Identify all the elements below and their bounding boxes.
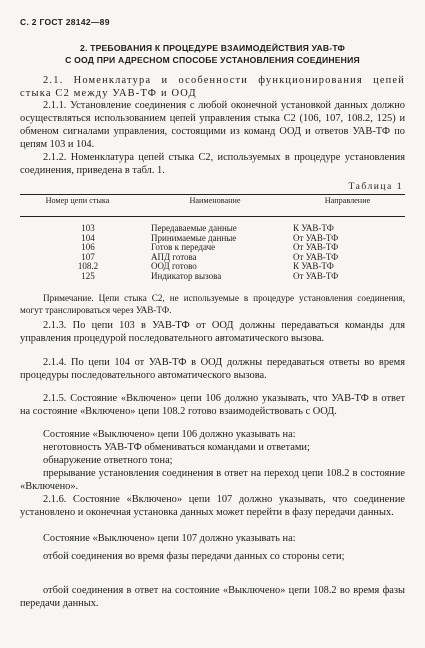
table-cell-number: 125 (81, 270, 95, 281)
table-cell-direction: К УАВ-ТФ (293, 261, 334, 272)
paragraph-2-1-6: 2.1.6. Состояние «Включено» цепи 107 должно указывать, что соединение установлено и оконечная установка данных может перейти в фазу передачи данных. (20, 494, 405, 518)
table-column-name (151, 224, 286, 282)
table-header-number: Номер цепи стыка (45, 196, 110, 205)
table-header-name: Наименование (189, 196, 241, 205)
paragraph-off-107-item-2: отбой соединения в ответ на состояние «Выключено» цепи 108.2 во время фазы передачи данных. (20, 585, 405, 609)
paragraph-off-106-item-1: неготовность УАВ-ТФ обмениваться командами и ответами; (43, 442, 310, 453)
paragraph-off-107: Состояние «Выключено» цепи 107 должно указывать на: (43, 533, 296, 544)
table-cell-name: Готов к передаче (151, 242, 216, 253)
paragraph-off-106-item-2: обнаружение ответного тона; (43, 455, 173, 466)
table-cell-direction: От УАВ-ТФ (293, 242, 339, 253)
table-column-direction (293, 224, 383, 282)
table-cell-direction: От УАВ-ТФ (293, 251, 339, 262)
table-cell-name: Принимаемые данные (151, 232, 237, 243)
section-title-line-2: С ООД ПРИ АДРЕСНОМ СПОСОБЕ УСТАНОВЛЕНИЯ СОЕДИНЕНИЯ (65, 55, 360, 65)
table-header-rule (20, 216, 405, 217)
table-cell-direction: От УАВ-ТФ (293, 270, 339, 281)
paragraph-off-106: Состояние «Выключено» цепи 106 должно указывать на: (43, 429, 296, 440)
table-cell-direction: К УАВ-ТФ (293, 223, 334, 233)
paragraph-2-1-2: 2.1.2. Номенклатура цепей стыка С2, используемых в процедуре установления соединения, приведена в табл. 1. (20, 152, 405, 176)
table-cell-name: Индикатор вызова (151, 270, 222, 281)
table-cell-direction: От УАВ-ТФ (293, 232, 339, 243)
table-cell-number: 106 (81, 242, 95, 253)
table-cell-name: ООД готово (151, 261, 197, 272)
section-title-line-1: 2. ТРЕБОВАНИЯ К ПРОЦЕДУРЕ ВЗАИМОДЕЙСТВИЯ УАВ-ТФ (79, 43, 346, 53)
paragraph-off-106-item-3: прерывание установления соединения в ответ на переход цепи 108.2 в состояние «Включено». (20, 468, 405, 492)
paragraph-2-1-3: 2.1.3. По цепи 103 в УАВ-ТФ от ООД должны передаваться команды для управления процедурой последовательного автоматического вызова. (20, 320, 405, 344)
table-note: Примечание. Цепи стыка С2, не используемые в процедуре установления соединения, могут транслироваться через УАВ-ТФ. (20, 293, 405, 315)
table-cell-number: 104 (81, 232, 95, 243)
table-cell-name: АПД готова (151, 251, 197, 262)
paragraph-2-1-1: 2.1.1. Установление соединения с любой оконечной установкой данных должно осуществляться использованием цепей управления стыка С2 (106, 107, 108.2, 125) и обменом сигналами управления, состоящими из команд ООД и ответов УАВ-ТФ по цепям 103 и 104. (20, 100, 405, 150)
table-cell-number: 103 (81, 223, 95, 233)
paragraph-2-1-4: 2.1.4. По цепи 104 от УАВ-ТФ в ООД должны передаваться ответы во время процедуры последовательного автоматического вызова. (20, 357, 405, 381)
paragraph-2-1-5: 2.1.5. Состояние «Включено» цепи 106 должно указывать, что УАВ-ТФ в ответ на состояние «Включено» цепи 108.2 готово взаимодействовать с ООД. (20, 393, 405, 417)
paragraph-2-1: 2.1. Номенклатура и особенности функционирования цепей стыка С2 между УАВ-ТФ и ООД (20, 75, 405, 99)
table-cell-number: 107 (81, 251, 95, 262)
table-header-direction: Направление (324, 196, 371, 205)
table-cell-name: Передаваемые данные (151, 223, 237, 233)
table-top-rule (20, 194, 405, 195)
page-header: С. 2 ГОСТ 28142—89 (20, 17, 110, 27)
table-caption: Таблица 1 (348, 181, 403, 192)
table-cell-number: 108.2 (77, 261, 99, 272)
paragraph-off-107-item-1: отбой соединения во время фазы передачи данных со стороны сети; (43, 551, 345, 562)
table-column-number (58, 224, 118, 282)
